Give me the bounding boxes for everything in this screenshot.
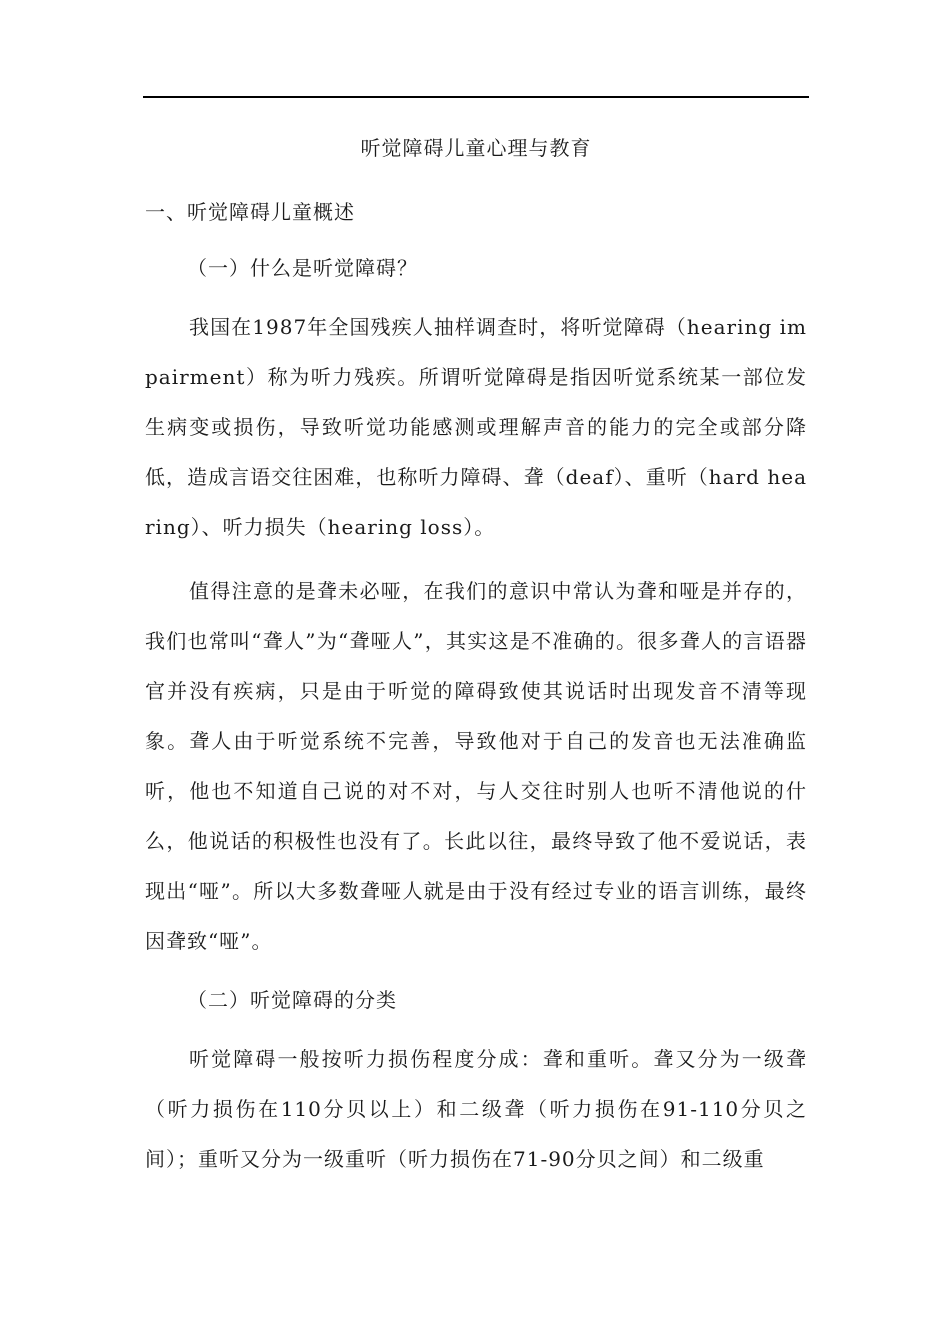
header-rule xyxy=(143,96,809,98)
paragraph-definition: 我国在1987年全国残疾人抽样调查时，将听觉障碍（hearing impairment）称为听力残疾。所谓听觉障碍是指因听觉系统某一部位发生病变或损伤，导致听觉功能感测或理解声音的能力的完全或部分降低，造成言语交往困难，也称听力障碍、聋（deaf）、重听（hard hearing）、听力损失（hearing loss）。 xyxy=(145,315,807,539)
document-body xyxy=(145,128,807,1184)
paragraph-classification: 听觉障碍一般按听力损伤程度分成：聋和重听。聋又分为一级聋（听力损伤在110分贝以上）和二级聋（听力损伤在91-110分贝之间）；重听又分为一级重听（听力损伤在71-90分贝之间）和二级重 xyxy=(145,1047,807,1171)
subsection-heading-definition: （一）什么是听觉障碍？ xyxy=(187,256,418,280)
section-heading-overview: 一、听觉障碍儿童概述 xyxy=(145,200,355,224)
subsection-heading-classification: （二）听觉障碍的分类 xyxy=(187,988,397,1012)
paragraph-deaf-not-mute: 值得注意的是聋未必哑，在我们的意识中常认为聋和哑是并存的，我们也常叫“聋人”为“聋哑人”，其实这是不准确的。很多聋人的言语器官并没有疾病，只是由于听觉的障碍致使其说话时出现发音不清等现象。聋人由于听觉系统不完善，导致他对于自己的发音也无法准确监听，他也不知道自己说的对不对，与人交往时别人也听不清他说的什么，他说话的积极性也没有了。长此以往，最终导致了他不爱说话，表现出“哑”。所以大多数聋哑人就是由于没有经过专业的语言训练，最终因聋致“哑”。 xyxy=(145,579,807,953)
document-title: 听觉障碍儿童心理与教育 xyxy=(360,136,592,160)
